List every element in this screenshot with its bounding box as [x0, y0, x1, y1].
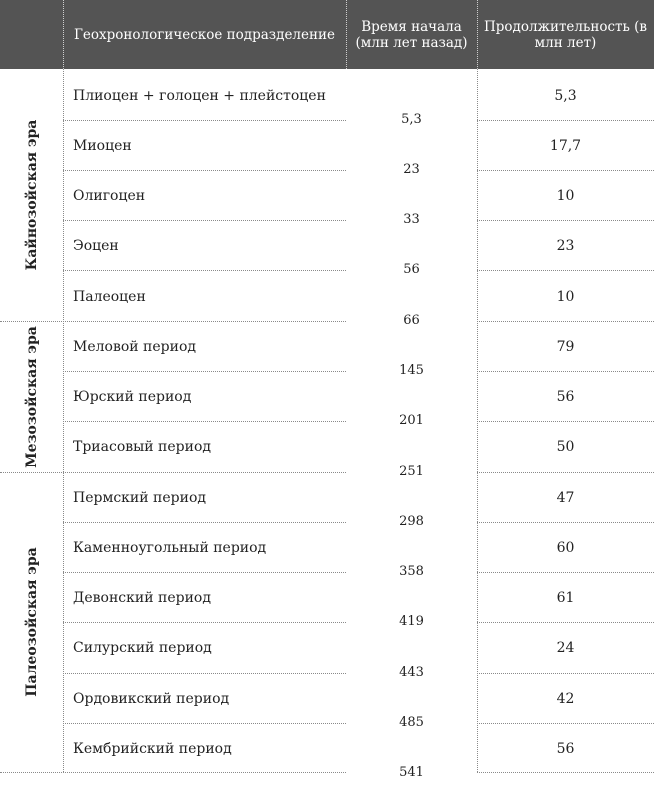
- row-divider: [477, 472, 654, 473]
- period-duration: 24: [556, 640, 575, 656]
- period-name: Меловой период: [73, 339, 196, 355]
- period-name: Юрский период: [73, 389, 192, 405]
- boundary-age-value: 201: [399, 413, 424, 428]
- period-duration: 56: [556, 741, 575, 757]
- boundary-age: [346, 213, 477, 227]
- period-duration: 79: [556, 339, 575, 355]
- row-divider: [63, 673, 346, 674]
- period-duration: 42: [556, 691, 575, 707]
- boundary-age: [346, 364, 477, 378]
- period-name: Триасовый период: [73, 439, 212, 455]
- row-divider: [477, 622, 654, 623]
- period-name: Кембрийский период: [73, 741, 232, 757]
- row-divider: [477, 421, 654, 422]
- row-divider: [477, 321, 654, 322]
- header-divider: [346, 0, 347, 69]
- boundary-age: [346, 515, 477, 529]
- row-divider: [477, 522, 654, 523]
- boundary-age: [346, 314, 477, 328]
- boundary-age-value: 358: [399, 564, 424, 579]
- boundary-age-value: 485: [399, 715, 424, 730]
- row-divider: [63, 572, 346, 573]
- header-era-cell: [0, 0, 63, 69]
- period-name: Силурский период: [73, 640, 212, 656]
- boundary-age-value: 145: [399, 363, 424, 378]
- period-name: Пермский период: [73, 490, 207, 506]
- period-name: Олигоцен: [73, 188, 146, 204]
- boundary-age: [346, 666, 477, 680]
- period-duration: 10: [556, 188, 575, 204]
- row-divider: [63, 270, 346, 271]
- period-name: Ордовикский период: [73, 691, 230, 707]
- header-start-time: Время начала (млн лет назад): [346, 0, 477, 69]
- boundary-age-value: 5,3: [401, 112, 422, 127]
- boundary-age-value: 443: [399, 665, 424, 680]
- boundary-age: [346, 766, 477, 780]
- header-subdivision: Геохронологическое подразделение: [63, 0, 346, 69]
- row-divider: [0, 772, 346, 773]
- boundary-age-value: 33: [403, 212, 420, 227]
- boundary-age-value: 541: [399, 765, 424, 780]
- row-divider: [63, 421, 346, 422]
- era-label: Палеозойская эра: [23, 547, 40, 697]
- period-duration: 23: [556, 238, 575, 254]
- row-divider: [63, 622, 346, 623]
- row-divider: [63, 522, 346, 523]
- row-divider: [477, 120, 654, 121]
- period-name: Каменноугольный период: [73, 540, 267, 556]
- boundary-age: [346, 163, 477, 177]
- boundary-age-value: 23: [403, 162, 420, 177]
- period-name: Эоцен: [73, 238, 119, 254]
- row-divider: [477, 170, 654, 171]
- row-divider: [477, 220, 654, 221]
- row-divider: [63, 170, 346, 171]
- boundary-age: [346, 465, 477, 479]
- period-duration: 56: [556, 389, 575, 405]
- period-duration: 60: [556, 540, 575, 556]
- row-divider: [477, 772, 654, 773]
- boundary-age: [346, 113, 477, 127]
- header-duration: Продолжительность (в млн лет): [477, 0, 654, 69]
- boundary-age: [346, 615, 477, 629]
- row-divider: [63, 723, 346, 724]
- period-name: Девонский период: [73, 590, 211, 606]
- period-name: Миоцен: [73, 138, 132, 154]
- boundary-age-value: 66: [403, 313, 420, 328]
- row-divider: [63, 371, 346, 372]
- era-mesozoic: [0, 321, 63, 472]
- era-label: Кайнозойская эра: [23, 119, 40, 271]
- period-duration: 5,3: [554, 88, 577, 104]
- period-duration: 47: [556, 490, 575, 506]
- header-divider: [63, 0, 64, 69]
- boundary-age: [346, 565, 477, 579]
- era-label: Мезозойская эра: [23, 325, 40, 468]
- boundary-age-value: 298: [399, 514, 424, 529]
- row-divider: [63, 220, 346, 221]
- period-duration: 50: [556, 439, 575, 455]
- boundary-age-value: 251: [399, 464, 424, 479]
- boundary-age: [346, 263, 477, 277]
- boundary-age-value: 419: [399, 614, 424, 629]
- era-cenozoic: [0, 69, 63, 321]
- row-divider: [63, 120, 346, 121]
- period-duration: 17,7: [549, 138, 582, 154]
- row-divider: [477, 270, 654, 271]
- boundary-age: [346, 716, 477, 730]
- row-divider: [477, 723, 654, 724]
- era-paleozoic: [0, 472, 63, 772]
- period-duration: 10: [556, 289, 575, 305]
- header-divider: [477, 0, 478, 69]
- boundary-age: [346, 414, 477, 428]
- boundary-age-value: 56: [403, 262, 420, 277]
- row-divider: [477, 572, 654, 573]
- period-name: Плиоцен + голоцен + плейстоцен: [73, 88, 326, 104]
- period-name: Палеоцен: [73, 289, 146, 305]
- row-divider: [477, 371, 654, 372]
- period-duration: 61: [556, 590, 575, 606]
- row-divider: [477, 673, 654, 674]
